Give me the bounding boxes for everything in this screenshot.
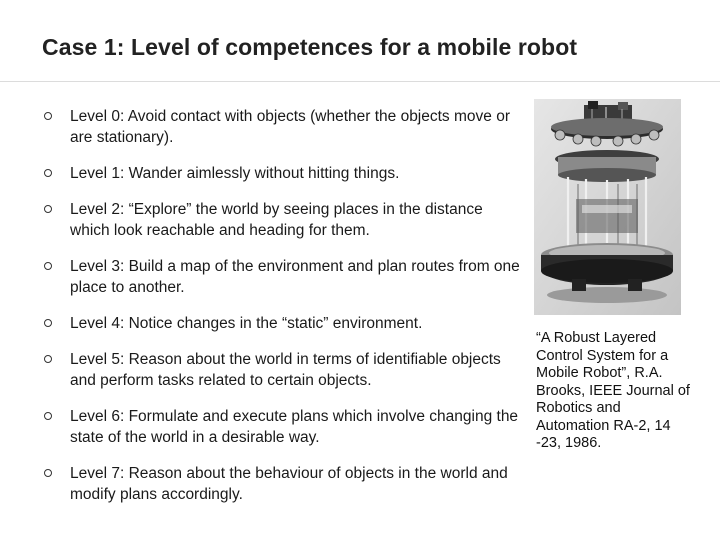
level-text: Level 2: “Explore” the world by seeing places in the distance which look reachable and heading for them. <box>70 201 483 239</box>
level-text: Level 6: Formulate and execute plans which involve changing the state of the world in a desirable way. <box>70 408 519 446</box>
list-item-level-7 <box>44 463 524 505</box>
circle-bullet-icon <box>44 319 52 327</box>
mobile-robot-photo <box>534 99 681 315</box>
circle-bullet-icon <box>44 262 52 270</box>
circle-bullet-icon <box>44 169 52 177</box>
circle-bullet-icon <box>44 355 52 363</box>
level-text: Level 3: Build a map of the environment and plan routes from one place to another. <box>70 258 520 296</box>
list-item-level-3 <box>44 256 524 298</box>
list-item-level-2 <box>44 199 524 241</box>
list-item-level-0 <box>44 106 524 148</box>
robot-illustration <box>534 99 681 315</box>
title-divider <box>0 81 720 82</box>
level-text: Level 5: Reason about the world in terms of identifiable objects and perform tasks related to certain objects. <box>70 351 501 389</box>
level-text: Level 1: Wander aimlessly without hitting things. <box>70 165 400 182</box>
circle-bullet-icon <box>44 412 52 420</box>
level-text: Level 0: Avoid contact with objects (whether the objects move or are stationary). <box>70 108 510 146</box>
list-item-level-6 <box>44 406 524 448</box>
list-item-level-4 <box>44 313 524 334</box>
level-text: Level 7: Reason about the behaviour of objects in the world and modify plans accordingly. <box>70 465 508 503</box>
circle-bullet-icon <box>44 112 52 120</box>
list-item-level-5 <box>44 349 524 391</box>
competence-levels-list <box>44 106 524 505</box>
level-text: Level 4: Notice changes in the “static” environment. <box>70 315 423 332</box>
circle-bullet-icon <box>44 205 52 213</box>
circle-bullet-icon <box>44 469 52 477</box>
slide-title: Case 1: Level of competences for a mobile robot <box>42 34 578 60</box>
list-item-level-1 <box>44 163 524 184</box>
reference-caption: “A Robust Layered Control System for a Mobile Robot”, R.A. Brooks, IEEE Journal of Robotics and Automation RA-2, 14 -23, 1986. <box>536 330 690 451</box>
